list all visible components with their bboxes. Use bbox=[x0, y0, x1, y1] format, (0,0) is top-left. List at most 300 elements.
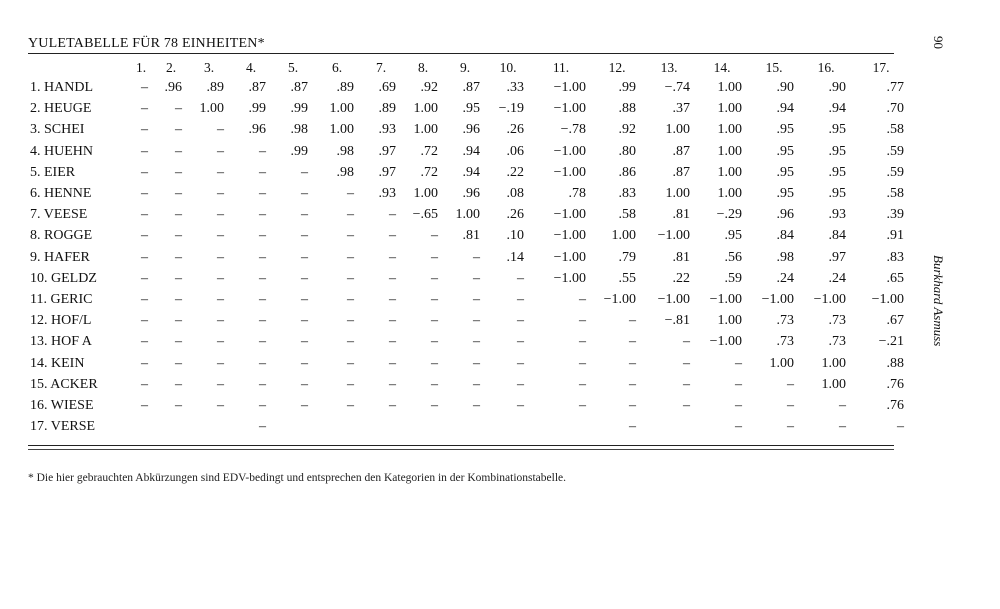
column-header: 13. bbox=[660, 60, 678, 75]
matrix-cell: – bbox=[431, 398, 438, 414]
matrix-cell: – bbox=[301, 228, 308, 244]
matrix-cell: – bbox=[735, 398, 742, 414]
matrix-cell: – bbox=[347, 228, 354, 244]
matrix-cell: .22 bbox=[506, 164, 524, 180]
matrix-cell: – bbox=[347, 270, 354, 286]
matrix-cell: .88 bbox=[618, 101, 636, 117]
matrix-cell: – bbox=[389, 292, 396, 308]
matrix-cell: −1.00 bbox=[813, 292, 846, 308]
matrix-cell: −.78 bbox=[560, 122, 586, 138]
matrix-cell: .89 bbox=[206, 80, 224, 95]
matrix-cell: – bbox=[347, 186, 354, 202]
matrix-cell: – bbox=[431, 376, 438, 392]
matrix-cell: 1.00 bbox=[329, 122, 354, 138]
table-row bbox=[28, 416, 910, 437]
top-rule bbox=[28, 53, 894, 54]
row-label: 3. SCHEI bbox=[30, 122, 85, 138]
matrix-cell: – bbox=[175, 122, 182, 138]
matrix-cell bbox=[360, 416, 402, 437]
matrix-cell: .79 bbox=[618, 249, 636, 265]
matrix-cell: – bbox=[787, 398, 794, 414]
matrix-cell: .98 bbox=[336, 143, 354, 159]
matrix-cell: .59 bbox=[886, 143, 904, 159]
matrix-cell: .91 bbox=[886, 228, 904, 244]
matrix-cell: .96 bbox=[164, 80, 182, 95]
matrix-cell: – bbox=[629, 398, 636, 414]
matrix-cell: – bbox=[259, 228, 266, 244]
row-label: 5. EIER bbox=[30, 164, 76, 180]
matrix-cell: – bbox=[735, 355, 742, 371]
matrix-cell: – bbox=[259, 292, 266, 308]
yule-matrix bbox=[28, 58, 910, 437]
matrix-cell: – bbox=[735, 419, 742, 435]
matrix-cell: – bbox=[897, 419, 904, 435]
matrix-cell: −1.00 bbox=[657, 228, 690, 244]
matrix-cell: .92 bbox=[420, 80, 438, 95]
matrix-cell: 1.00 bbox=[455, 207, 480, 223]
matrix-cell: – bbox=[301, 334, 308, 350]
matrix-cell: 1.00 bbox=[769, 355, 794, 371]
matrix-cell: – bbox=[141, 164, 148, 180]
matrix-cell: – bbox=[217, 355, 224, 371]
matrix-cell: – bbox=[217, 164, 224, 180]
matrix-cell: .96 bbox=[776, 207, 794, 223]
matrix-cell: – bbox=[517, 313, 524, 329]
matrix-cell: .65 bbox=[886, 270, 904, 286]
matrix-cell: – bbox=[347, 355, 354, 371]
matrix-cell: – bbox=[431, 292, 438, 308]
matrix-cell: – bbox=[431, 334, 438, 350]
matrix-cell: .37 bbox=[672, 101, 690, 117]
matrix-cell: – bbox=[301, 313, 308, 329]
matrix-cell: .97 bbox=[378, 143, 396, 159]
matrix-cell: .88 bbox=[886, 355, 904, 371]
running-author: Burkhard Asmuss bbox=[931, 255, 946, 347]
matrix-cell: – bbox=[259, 207, 266, 223]
matrix-cell: – bbox=[629, 313, 636, 329]
matrix-cell: – bbox=[473, 249, 480, 265]
matrix-cell: – bbox=[683, 355, 690, 371]
matrix-cell: – bbox=[217, 249, 224, 265]
matrix-cell: .76 bbox=[886, 376, 904, 392]
matrix-cell: .83 bbox=[618, 186, 636, 202]
footnote: * Die hier gebrauchten Abkürzungen sind EDV-bedingt und entsprechen den Kategorien in der Kombinationstabelle. bbox=[28, 472, 567, 484]
matrix-cell: – bbox=[301, 292, 308, 308]
matrix-cell: – bbox=[217, 186, 224, 202]
matrix-cell: – bbox=[259, 398, 266, 414]
matrix-cell: .95 bbox=[828, 164, 846, 180]
matrix-cell: – bbox=[473, 334, 480, 350]
matrix-cell: .55 bbox=[618, 270, 636, 286]
matrix-cell bbox=[402, 416, 444, 437]
matrix-cell: – bbox=[301, 207, 308, 223]
matrix-cell: .93 bbox=[378, 186, 396, 202]
matrix-cell: – bbox=[217, 398, 224, 414]
matrix-cell: – bbox=[141, 80, 148, 95]
matrix-cell: – bbox=[301, 270, 308, 286]
column-header: 1. bbox=[135, 60, 147, 75]
column-header: 4. bbox=[245, 60, 257, 75]
matrix-cell: – bbox=[431, 313, 438, 329]
matrix-cell: – bbox=[259, 355, 266, 371]
matrix-cell: 1.00 bbox=[329, 101, 354, 117]
matrix-cell: .98 bbox=[776, 249, 794, 265]
matrix-cell bbox=[642, 416, 696, 437]
matrix-cell: .95 bbox=[776, 143, 794, 159]
table-row bbox=[28, 374, 910, 395]
matrix-cell: .95 bbox=[724, 228, 742, 244]
matrix-cell: – bbox=[683, 376, 690, 392]
matrix-cell: – bbox=[347, 376, 354, 392]
matrix-cell bbox=[444, 416, 486, 437]
table-row bbox=[28, 141, 910, 162]
matrix-cell: .90 bbox=[776, 80, 794, 95]
matrix-cell: −1.00 bbox=[553, 164, 586, 180]
matrix-cell: – bbox=[175, 101, 182, 117]
matrix-cell: −.29 bbox=[716, 207, 742, 223]
matrix-cell: – bbox=[141, 398, 148, 414]
matrix-cell: – bbox=[301, 164, 308, 180]
matrix-cell: – bbox=[217, 143, 224, 159]
matrix-cell: −1.00 bbox=[761, 292, 794, 308]
matrix-cell: – bbox=[175, 355, 182, 371]
matrix-cell: – bbox=[175, 334, 182, 350]
page-number: 90 bbox=[931, 36, 946, 49]
matrix-cell: – bbox=[517, 270, 524, 286]
matrix-cell: .77 bbox=[886, 80, 904, 95]
matrix-cell: – bbox=[175, 143, 182, 159]
matrix-cell: – bbox=[141, 270, 148, 286]
matrix-cell: −1.00 bbox=[871, 292, 904, 308]
matrix-cell: .10 bbox=[506, 228, 524, 244]
matrix-cell: −1.00 bbox=[709, 292, 742, 308]
matrix-cell: – bbox=[259, 334, 266, 350]
matrix-cell: – bbox=[217, 334, 224, 350]
matrix-cell: – bbox=[389, 207, 396, 223]
matrix-cell: .94 bbox=[462, 143, 480, 159]
matrix-cell: 1.00 bbox=[717, 143, 742, 159]
matrix-cell: – bbox=[259, 270, 266, 286]
row-label: 9. HAFER bbox=[30, 249, 90, 265]
matrix-cell: 1.00 bbox=[665, 186, 690, 202]
matrix-cell: .94 bbox=[828, 101, 846, 117]
matrix-cell: 1.00 bbox=[413, 122, 438, 138]
corner-cell bbox=[28, 58, 128, 77]
matrix-cell: .81 bbox=[672, 207, 690, 223]
column-header: 2. bbox=[165, 60, 177, 75]
matrix-cell: 1.00 bbox=[665, 122, 690, 138]
matrix-cell: 1.00 bbox=[413, 101, 438, 117]
matrix-cell: −1.00 bbox=[553, 101, 586, 117]
matrix-cell: – bbox=[347, 313, 354, 329]
table-row bbox=[28, 98, 910, 119]
matrix-cell bbox=[272, 416, 314, 437]
matrix-cell: .95 bbox=[828, 186, 846, 202]
matrix-cell: – bbox=[473, 398, 480, 414]
matrix-cell: – bbox=[141, 376, 148, 392]
matrix-cell bbox=[188, 416, 230, 437]
matrix-cell: .73 bbox=[776, 334, 794, 350]
table-row bbox=[28, 225, 910, 246]
matrix-cell: .96 bbox=[462, 122, 480, 138]
matrix-cell: – bbox=[301, 398, 308, 414]
table-row bbox=[28, 77, 910, 98]
matrix-cell: .99 bbox=[248, 101, 266, 117]
matrix-cell: – bbox=[175, 313, 182, 329]
matrix-cell: – bbox=[175, 292, 182, 308]
matrix-cell: – bbox=[431, 249, 438, 265]
matrix-cell: .58 bbox=[618, 207, 636, 223]
matrix-cell: – bbox=[629, 419, 636, 435]
matrix-cell: – bbox=[473, 292, 480, 308]
row-label: 7. VEESE bbox=[30, 207, 88, 223]
matrix-cell: – bbox=[217, 376, 224, 392]
matrix-cell: – bbox=[301, 186, 308, 202]
matrix-cell: – bbox=[431, 270, 438, 286]
matrix-cell: – bbox=[259, 186, 266, 202]
matrix-cell: – bbox=[347, 207, 354, 223]
matrix-cell: – bbox=[301, 376, 308, 392]
column-header: 14. bbox=[713, 60, 731, 75]
row-label: 15. ACKER bbox=[30, 376, 98, 392]
bottom-rule-thin bbox=[28, 449, 894, 450]
table-row bbox=[28, 353, 910, 374]
matrix-cell: – bbox=[683, 398, 690, 414]
matrix-cell: −.21 bbox=[878, 334, 904, 350]
row-label: 2. HEUGE bbox=[30, 101, 92, 117]
row-label: 4. HUEHN bbox=[30, 143, 93, 159]
matrix-cell: 1.00 bbox=[717, 101, 742, 117]
matrix-cell: – bbox=[389, 334, 396, 350]
table-row bbox=[28, 289, 910, 310]
column-header: 7. bbox=[375, 60, 387, 75]
matrix-cell: 1.00 bbox=[413, 186, 438, 202]
column-header: 8. bbox=[417, 60, 429, 75]
row-label: 13. HOF A bbox=[30, 334, 92, 350]
matrix-cell: – bbox=[217, 207, 224, 223]
matrix-cell: .95 bbox=[776, 122, 794, 138]
matrix-cell: 1.00 bbox=[821, 355, 846, 371]
matrix-cell: .56 bbox=[724, 249, 742, 265]
matrix-cell bbox=[154, 416, 188, 437]
matrix-cell: .87 bbox=[248, 80, 266, 95]
matrix-cell: – bbox=[217, 122, 224, 138]
matrix-cell: −1.00 bbox=[553, 143, 586, 159]
matrix-cell: −1.00 bbox=[603, 292, 636, 308]
matrix-cell: – bbox=[431, 228, 438, 244]
matrix-cell: – bbox=[517, 376, 524, 392]
matrix-cell: .80 bbox=[618, 143, 636, 159]
matrix-cell: −1.00 bbox=[553, 207, 586, 223]
matrix-cell: .95 bbox=[776, 164, 794, 180]
matrix-cell: .39 bbox=[886, 207, 904, 223]
matrix-cell: – bbox=[787, 419, 794, 435]
matrix-cell: −1.00 bbox=[553, 80, 586, 95]
matrix-cell: – bbox=[175, 398, 182, 414]
matrix-cell: – bbox=[175, 228, 182, 244]
row-label: 12. HOF/L bbox=[30, 313, 92, 329]
column-header: 11. bbox=[552, 60, 570, 75]
matrix-cell: .87 bbox=[672, 143, 690, 159]
matrix-cell: .72 bbox=[420, 164, 438, 180]
matrix-cell: .95 bbox=[462, 101, 480, 117]
matrix-cell: .98 bbox=[336, 164, 354, 180]
matrix-cell: – bbox=[579, 398, 586, 414]
matrix-cell: – bbox=[141, 228, 148, 244]
matrix-cell: – bbox=[301, 249, 308, 265]
matrix-cell: – bbox=[473, 355, 480, 371]
matrix-cell: .86 bbox=[618, 164, 636, 180]
bottom-rule bbox=[28, 445, 894, 446]
matrix-cell: – bbox=[259, 143, 266, 159]
matrix-cell: .59 bbox=[724, 270, 742, 286]
matrix-cell: – bbox=[389, 270, 396, 286]
matrix-cell: – bbox=[141, 101, 148, 117]
matrix-cell: – bbox=[141, 334, 148, 350]
matrix-cell bbox=[314, 416, 360, 437]
matrix-cell: .73 bbox=[776, 313, 794, 329]
matrix-cell: – bbox=[175, 249, 182, 265]
matrix-cell: .83 bbox=[886, 249, 904, 265]
row-label: 11. GERIC bbox=[30, 292, 93, 308]
table-row bbox=[28, 162, 910, 183]
matrix-cell: .08 bbox=[506, 186, 524, 202]
matrix-cell: .73 bbox=[828, 313, 846, 329]
matrix-cell: – bbox=[473, 270, 480, 286]
matrix-cell: .99 bbox=[290, 101, 308, 117]
table-row bbox=[28, 119, 910, 140]
row-label: 16. WIESE bbox=[30, 398, 94, 414]
matrix-cell: – bbox=[175, 207, 182, 223]
matrix-cell: .94 bbox=[462, 164, 480, 180]
matrix-cell: 1.00 bbox=[717, 164, 742, 180]
matrix-cell: – bbox=[141, 249, 148, 265]
matrix-cell: 1.00 bbox=[821, 376, 846, 392]
matrix-cell bbox=[128, 416, 154, 437]
column-header: 16. bbox=[817, 60, 835, 75]
matrix-cell: – bbox=[259, 164, 266, 180]
matrix-cell: – bbox=[347, 398, 354, 414]
matrix-cell: – bbox=[517, 292, 524, 308]
matrix-cell: – bbox=[579, 355, 586, 371]
matrix-cell: – bbox=[141, 186, 148, 202]
matrix-cell: .26 bbox=[506, 122, 524, 138]
matrix-cell: – bbox=[389, 355, 396, 371]
matrix-cell: .95 bbox=[776, 186, 794, 202]
matrix-cell: .95 bbox=[828, 143, 846, 159]
matrix-cell: – bbox=[839, 398, 846, 414]
matrix-cell: 1.00 bbox=[717, 80, 742, 95]
matrix-cell: .92 bbox=[618, 122, 636, 138]
matrix-cell: – bbox=[301, 355, 308, 371]
matrix-cell: −1.00 bbox=[553, 228, 586, 244]
matrix-cell: .87 bbox=[290, 80, 308, 95]
matrix-cell: .67 bbox=[886, 313, 904, 329]
matrix-cell: .33 bbox=[506, 80, 524, 95]
table-row bbox=[28, 247, 910, 268]
column-header: 9. bbox=[459, 60, 471, 75]
matrix-cell: −.74 bbox=[664, 80, 690, 95]
matrix-cell bbox=[486, 416, 530, 437]
table-title: YULETABELLE FÜR 78 EINHEITEN* bbox=[28, 36, 265, 51]
matrix-cell: .58 bbox=[886, 186, 904, 202]
matrix-cell: – bbox=[517, 398, 524, 414]
column-header: 6. bbox=[331, 60, 343, 75]
matrix-cell: – bbox=[259, 249, 266, 265]
matrix-cell: – bbox=[141, 207, 148, 223]
matrix-cell: .24 bbox=[828, 270, 846, 286]
matrix-cell: – bbox=[517, 334, 524, 350]
matrix-cell: – bbox=[217, 228, 224, 244]
row-label: 6. HENNE bbox=[30, 186, 92, 202]
matrix-cell: .96 bbox=[462, 186, 480, 202]
matrix-cell: 1.00 bbox=[717, 186, 742, 202]
matrix-cell: .24 bbox=[776, 270, 794, 286]
matrix-cell: .70 bbox=[886, 101, 904, 117]
matrix-cell: .84 bbox=[776, 228, 794, 244]
matrix-cell: – bbox=[347, 334, 354, 350]
matrix-cell: 1.00 bbox=[199, 101, 224, 117]
matrix-cell: – bbox=[473, 313, 480, 329]
matrix-cell bbox=[530, 416, 592, 437]
matrix-cell: .59 bbox=[886, 164, 904, 180]
table-row bbox=[28, 204, 910, 225]
matrix-cell: – bbox=[141, 355, 148, 371]
matrix-cell: −1.00 bbox=[657, 292, 690, 308]
matrix-cell: – bbox=[431, 355, 438, 371]
matrix-cell: – bbox=[141, 122, 148, 138]
matrix-cell: .93 bbox=[828, 207, 846, 223]
matrix-cell: −.19 bbox=[498, 101, 524, 117]
matrix-cell: −.81 bbox=[664, 313, 690, 329]
matrix-cell: .84 bbox=[828, 228, 846, 244]
matrix-cell: – bbox=[389, 376, 396, 392]
column-header: 15. bbox=[765, 60, 783, 75]
matrix-cell: – bbox=[579, 292, 586, 308]
matrix-cell: – bbox=[787, 376, 794, 392]
matrix-cell: – bbox=[473, 376, 480, 392]
matrix-cell: – bbox=[389, 398, 396, 414]
matrix-cell: – bbox=[141, 292, 148, 308]
matrix-cell: – bbox=[629, 376, 636, 392]
column-header: 17. bbox=[872, 60, 890, 75]
matrix-cell: .97 bbox=[828, 249, 846, 265]
table-row bbox=[28, 331, 910, 352]
matrix-cell: – bbox=[629, 334, 636, 350]
matrix-cell: .78 bbox=[568, 186, 586, 202]
matrix-cell: .87 bbox=[672, 164, 690, 180]
column-header: 5. bbox=[287, 60, 299, 75]
matrix-cell: .97 bbox=[378, 164, 396, 180]
matrix-cell: – bbox=[217, 292, 224, 308]
matrix-cell: .58 bbox=[886, 122, 904, 138]
matrix-cell: – bbox=[683, 334, 690, 350]
matrix-cell: −1.00 bbox=[553, 249, 586, 265]
matrix-cell: – bbox=[389, 228, 396, 244]
matrix-cell: – bbox=[259, 376, 266, 392]
matrix-cell: – bbox=[259, 419, 266, 435]
matrix-cell: .73 bbox=[828, 334, 846, 350]
matrix-cell: .95 bbox=[828, 122, 846, 138]
row-label: 1. HANDL bbox=[30, 80, 93, 95]
matrix-cell: .81 bbox=[672, 249, 690, 265]
matrix-cell: .26 bbox=[506, 207, 524, 223]
matrix-cell: – bbox=[839, 419, 846, 435]
matrix-cell: – bbox=[347, 249, 354, 265]
matrix-cell: – bbox=[141, 143, 148, 159]
matrix-cell: 1.00 bbox=[717, 122, 742, 138]
matrix-cell: – bbox=[175, 164, 182, 180]
